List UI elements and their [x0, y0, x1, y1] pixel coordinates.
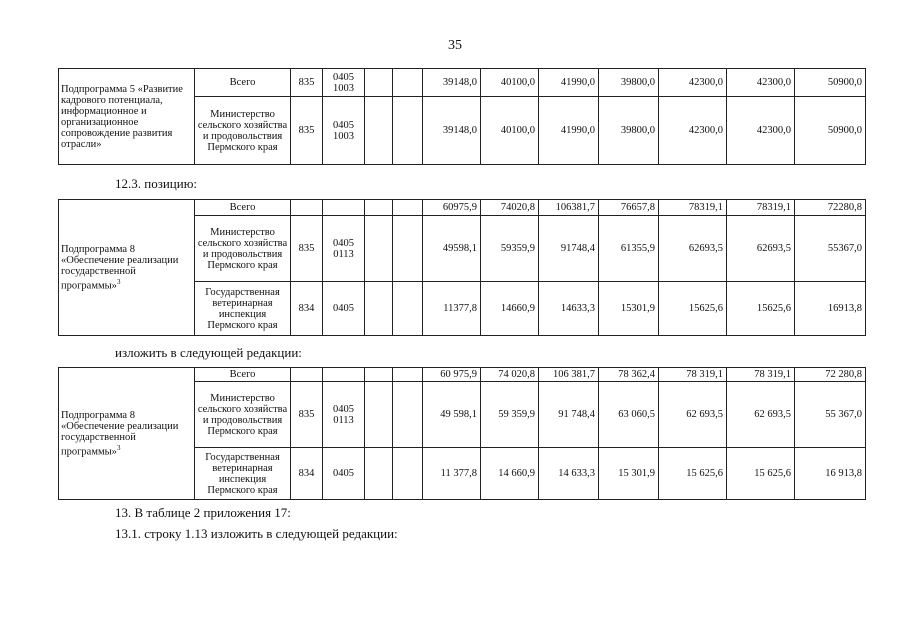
value-cell: 59359,9	[481, 216, 539, 282]
code-cell: 0405	[323, 282, 365, 336]
executor-cell: Министерство сельского хозяйства и продовольствия Пермского края	[195, 216, 291, 282]
table-subprogram-5	[58, 68, 866, 165]
value-cell: 39800,0	[599, 97, 659, 165]
value-cell: 72 280,8	[795, 368, 866, 382]
value-cell: 42300,0	[659, 97, 727, 165]
value-cell: 78 362,4	[599, 368, 659, 382]
table-subprogram-8-new	[58, 367, 866, 500]
subprogram-name: Подпрограмма 8 «Обеспечение реализации государственной программы»$^3$	[59, 368, 195, 500]
value-cell: 61355,9	[599, 216, 659, 282]
value-cell: 14 660,9	[481, 448, 539, 500]
value-cell: 60975,9	[423, 200, 481, 216]
empty-cell	[365, 448, 393, 500]
empty-cell	[393, 448, 423, 500]
empty-cell	[393, 216, 423, 282]
value-cell: 74 020,8	[481, 368, 539, 382]
paragraph-new-edition: изложить в следующей редакции:	[115, 345, 302, 360]
value-cell: 62693,5	[659, 216, 727, 282]
value-cell: 15 625,6	[659, 448, 727, 500]
code-cell: 0405 0113	[323, 382, 365, 448]
empty-cell	[393, 97, 423, 165]
value-cell: 63 060,5	[599, 382, 659, 448]
empty-cell	[393, 69, 423, 97]
value-cell: 15 301,9	[599, 448, 659, 500]
empty-cell	[365, 216, 393, 282]
code-cell: 0405 1003	[323, 97, 365, 165]
empty-cell	[365, 282, 393, 336]
grbs-cell: 835	[291, 216, 323, 282]
value-cell: 15625,6	[727, 282, 795, 336]
grbs-cell: 835	[291, 97, 323, 165]
value-cell: 50900,0	[795, 97, 866, 165]
value-cell: 106381,7	[539, 200, 599, 216]
executor-cell: Всего	[195, 368, 291, 382]
value-cell: 55367,0	[795, 216, 866, 282]
value-cell: 78 319,1	[727, 368, 795, 382]
value-cell: 39148,0	[423, 69, 481, 97]
value-cell: 91748,4	[539, 216, 599, 282]
value-cell: 11377,8	[423, 282, 481, 336]
empty-cell	[365, 368, 393, 382]
executor-cell: Всего	[195, 200, 291, 216]
paragraph-13-1: 13.1. строку 1.13 изложить в следующей редакции:	[115, 526, 398, 541]
value-cell: 49598,1	[423, 216, 481, 282]
value-cell: 15 625,6	[727, 448, 795, 500]
value-cell: 14660,9	[481, 282, 539, 336]
empty-cell	[393, 382, 423, 448]
value-cell: 74020,8	[481, 200, 539, 216]
value-cell: 15301,9	[599, 282, 659, 336]
page-number: 35	[448, 38, 462, 53]
subprogram-name: Подпрограмма 5 «Развитие кадрового потенциала, информационное и организационное сопровождение развития отрасли»	[59, 69, 195, 165]
value-cell: 39800,0	[599, 69, 659, 97]
grbs-cell: 834	[291, 282, 323, 336]
grbs-cell	[291, 200, 323, 216]
value-cell: 62693,5	[727, 216, 795, 282]
value-cell: 78 319,1	[659, 368, 727, 382]
grbs-cell: 835	[291, 382, 323, 448]
executor-cell: Государственная ветеринарная инспекция Пермского края	[195, 448, 291, 500]
paragraph-12-3: 12.3. позицию:	[115, 176, 198, 191]
value-cell: 78319,1	[659, 200, 727, 216]
empty-cell	[393, 200, 423, 216]
value-cell: 62 693,5	[727, 382, 795, 448]
table-subprogram-8-old	[58, 199, 866, 336]
value-cell: 60 975,9	[423, 368, 481, 382]
value-cell: 14 633,3	[539, 448, 599, 500]
grbs-cell	[291, 368, 323, 382]
value-cell: 49 598,1	[423, 382, 481, 448]
executor-cell: Всего	[195, 69, 291, 97]
value-cell: 72280,8	[795, 200, 866, 216]
grbs-cell: 835	[291, 69, 323, 97]
empty-cell	[365, 382, 393, 448]
empty-cell	[393, 368, 423, 382]
value-cell: 16913,8	[795, 282, 866, 336]
footnote-mark: 3	[116, 277, 121, 286]
subprogram-name: Подпрограмма 8 «Обеспечение реализации государственной программы»$^3$	[59, 200, 195, 336]
value-cell: 106 381,7	[539, 368, 599, 382]
value-cell: 40100,0	[481, 69, 539, 97]
value-cell: 39148,0	[423, 97, 481, 165]
empty-cell	[393, 282, 423, 336]
value-cell: 78319,1	[727, 200, 795, 216]
value-cell: 15625,6	[659, 282, 727, 336]
code-cell	[323, 368, 365, 382]
footnote-mark: 3	[116, 443, 121, 452]
executor-cell: Министерство сельского хозяйства и продовольствия Пермского края	[195, 382, 291, 448]
value-cell: 41990,0	[539, 97, 599, 165]
value-cell: 41990,0	[539, 69, 599, 97]
executor-cell: Государственная ветеринарная инспекция Пермского края	[195, 282, 291, 336]
empty-cell	[365, 69, 393, 97]
paragraph-13: 13. В таблице 2 приложения 17:	[115, 505, 291, 520]
value-cell: 62 693,5	[659, 382, 727, 448]
value-cell: 40100,0	[481, 97, 539, 165]
value-cell: 11 377,8	[423, 448, 481, 500]
value-cell: 91 748,4	[539, 382, 599, 448]
executor-cell: Министерство сельского хозяйства и продовольствия Пермского края	[195, 97, 291, 165]
value-cell: 42300,0	[727, 97, 795, 165]
value-cell: 16 913,8	[795, 448, 866, 500]
value-cell: 50900,0	[795, 69, 866, 97]
empty-cell	[365, 97, 393, 165]
value-cell: 76657,8	[599, 200, 659, 216]
code-cell: 0405	[323, 448, 365, 500]
value-cell: 55 367,0	[795, 382, 866, 448]
value-cell: 42300,0	[659, 69, 727, 97]
grbs-cell: 834	[291, 448, 323, 500]
value-cell: 42300,0	[727, 69, 795, 97]
code-cell: 0405 0113	[323, 216, 365, 282]
code-cell	[323, 200, 365, 216]
value-cell: 14633,3	[539, 282, 599, 336]
empty-cell	[365, 200, 393, 216]
code-cell: 0405 1003	[323, 69, 365, 97]
value-cell: 59 359,9	[481, 382, 539, 448]
